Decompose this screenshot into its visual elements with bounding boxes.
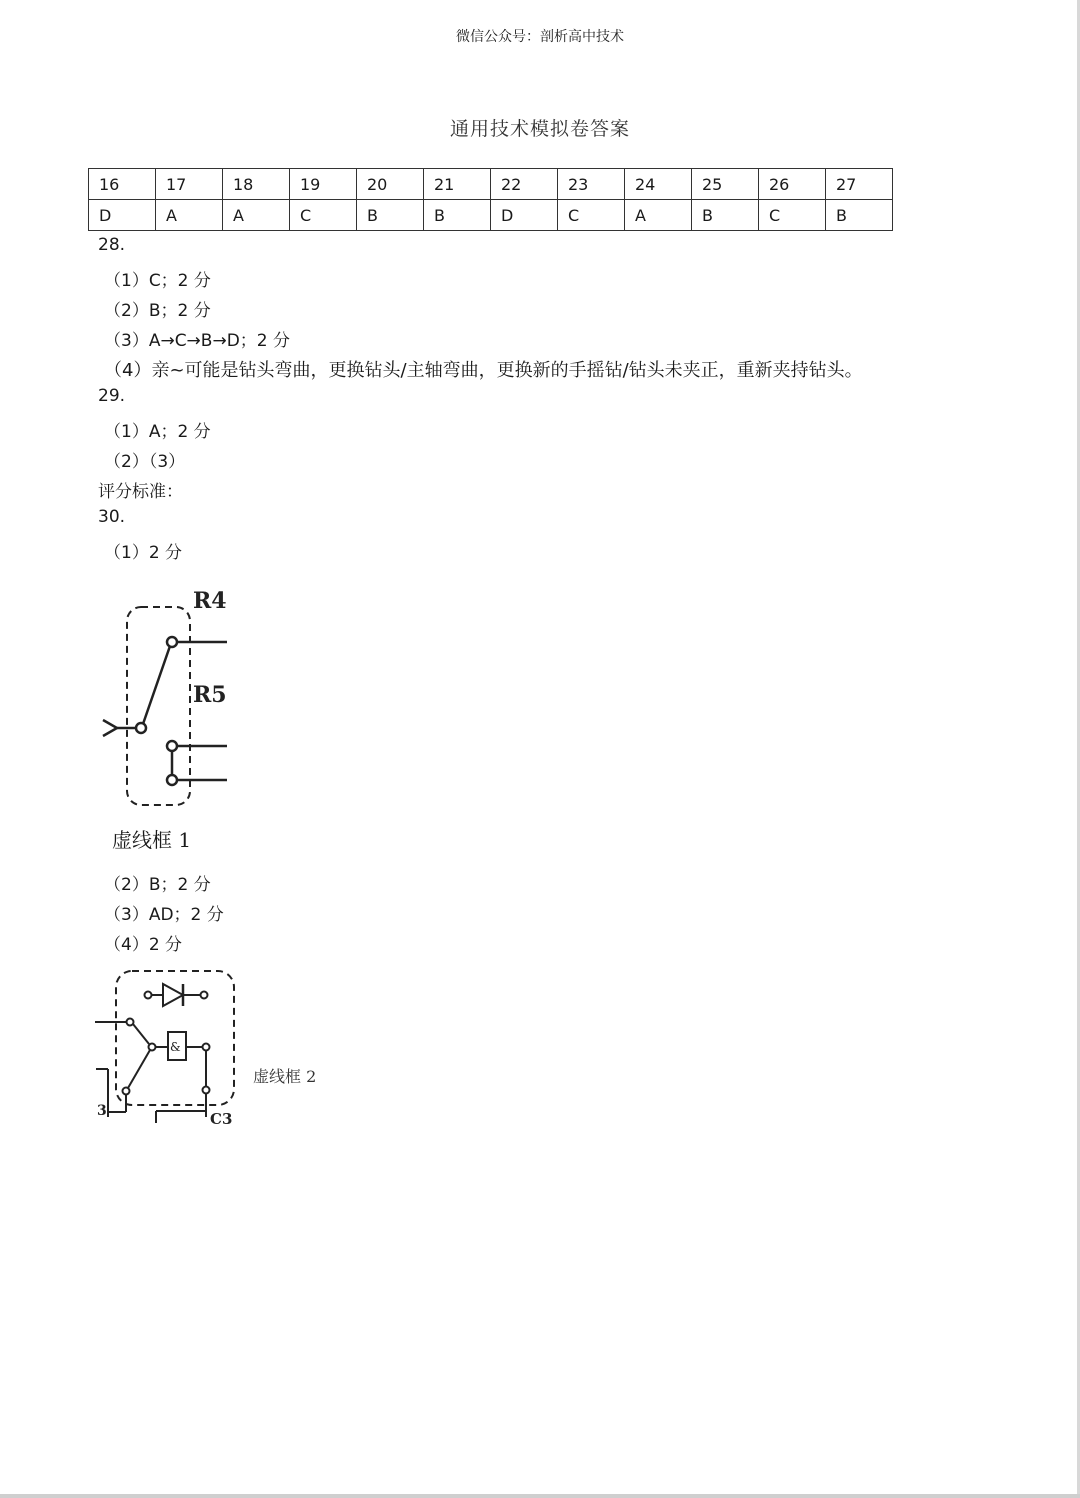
figure-1-caption: 虚线框 1 bbox=[112, 828, 192, 852]
scoring-standard-label: 评分标准： bbox=[98, 482, 183, 502]
figure-2-caption: 虚线框 2 bbox=[253, 1067, 317, 1086]
c3-label: C3 bbox=[210, 1110, 233, 1128]
answer-line: （1）A；2 分 bbox=[104, 422, 211, 442]
answer-cell: B bbox=[357, 200, 424, 231]
answer-cell: C bbox=[558, 200, 625, 231]
answer-cell: B bbox=[692, 200, 759, 231]
question-number: 17 bbox=[156, 169, 223, 200]
answer-cell: C bbox=[759, 200, 826, 231]
answer-line: （4）2 分 bbox=[104, 935, 183, 955]
question-number: 16 bbox=[89, 169, 156, 200]
page-title: 通用技术模拟卷答案 bbox=[449, 118, 630, 140]
question-number: 23 bbox=[558, 169, 625, 200]
question-number: 22 bbox=[491, 169, 558, 200]
question-number: 20 bbox=[357, 169, 424, 200]
answer-line: （3）A→C→B→D；2 分 bbox=[104, 331, 291, 351]
table-row bbox=[89, 200, 893, 231]
question-28-label: 28. bbox=[98, 235, 126, 255]
answer-line: （2）（3） bbox=[104, 452, 186, 472]
question-number: 24 bbox=[625, 169, 692, 200]
switch-blade bbox=[143, 646, 170, 724]
circuit-figure-2 bbox=[90, 965, 330, 1130]
answer-line: （4）亲~可能是钻头弯曲，更换钻头/主轴弯曲，更换新的手摇钻/钻头未夹正，重新夹持钻头。 bbox=[104, 360, 863, 381]
answer-cell: B bbox=[826, 200, 893, 231]
answer-line: （3）AD；2 分 bbox=[104, 905, 224, 925]
answer-line: （2）B；2 分 bbox=[104, 301, 211, 321]
page-edge bbox=[0, 1494, 1080, 1498]
answer-line: （2）B；2 分 bbox=[104, 875, 211, 895]
question-number: 19 bbox=[290, 169, 357, 200]
question-number: 18 bbox=[223, 169, 290, 200]
answer-table bbox=[88, 168, 893, 231]
answer-cell: D bbox=[89, 200, 156, 231]
diode-icon bbox=[163, 984, 183, 1006]
question-30-label: 30. bbox=[98, 507, 126, 527]
question-29-label: 29. bbox=[98, 386, 126, 406]
answer-cell: A bbox=[156, 200, 223, 231]
question-number: 21 bbox=[424, 169, 491, 200]
table-row bbox=[89, 169, 893, 200]
answer-cell: A bbox=[625, 200, 692, 231]
input-arrow bbox=[103, 720, 117, 736]
question-number: 25 bbox=[692, 169, 759, 200]
question-number: 26 bbox=[759, 169, 826, 200]
switch-pivot bbox=[136, 723, 146, 733]
switch-contact bbox=[167, 637, 177, 647]
and-gate-label: & bbox=[170, 1040, 181, 1054]
answer-cell: C bbox=[290, 200, 357, 231]
answer-line: （1）2 分 bbox=[104, 543, 183, 563]
r4-label: R4 bbox=[193, 588, 227, 614]
switch-contact bbox=[167, 741, 177, 751]
answer-cell: A bbox=[223, 200, 290, 231]
question-number: 27 bbox=[826, 169, 893, 200]
header-watermark: 微信公众号：剖析高中技术 bbox=[456, 29, 624, 45]
circuit-figure-1 bbox=[95, 583, 245, 813]
switch-contact bbox=[167, 775, 177, 785]
r5-label: R5 bbox=[193, 682, 227, 708]
node-3-label: 3 bbox=[97, 1103, 107, 1119]
answer-cell: D bbox=[491, 200, 558, 231]
answer-line: （1）C；2 分 bbox=[104, 271, 211, 291]
answer-cell: B bbox=[424, 200, 491, 231]
dashed-box bbox=[127, 607, 190, 805]
